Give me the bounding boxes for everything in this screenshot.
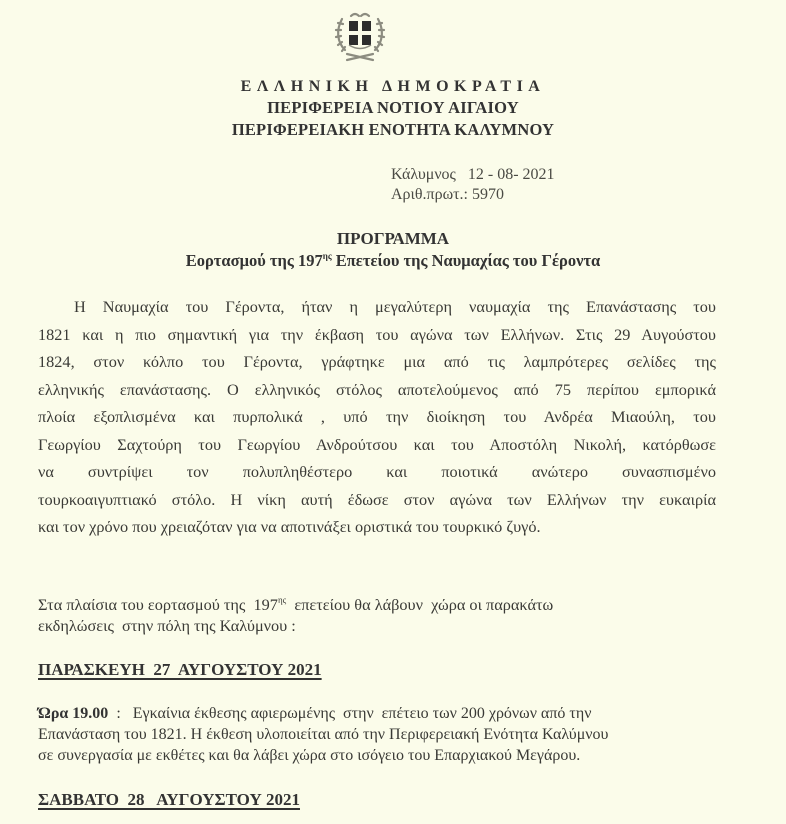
place-date: Κάλυμνος 12 - 08- 2021 xyxy=(391,166,555,183)
document-title: ΠΡΟΓΡΑΜΜΑ xyxy=(336,229,450,248)
paragraph-line: να συντρίψει τον πολυπληθέστερο και ποιοτικά ανώτερο συνασπισμένο xyxy=(38,462,716,481)
protocol-number: Αριθ.πρωτ.: 5970 xyxy=(391,186,504,203)
day-heading-saturday: ΣΑΒΒΑΤΟ 28 ΑΥΓΟΥΣΤΟΥ 2021 xyxy=(38,790,300,809)
event-text: Εγκαίνια έκθεσης αφιερωμένης στην επέτειο των 200 χρόνων από την xyxy=(132,705,592,722)
event-entry xyxy=(38,703,718,766)
day-heading-friday: ΠΑΡΑΣΚΕΥΗ 27 ΑΥΓΟΥΣΤΟΥ 2021 xyxy=(38,660,322,679)
paragraph-line: 1821 και η πιο σημαντική για την έκβαση του αγώνα των Ελλήνων. Στις 29 Αυγούστου xyxy=(38,324,716,344)
header-regional-unit: ΠΕΡΙΦΕΡΕΙΑΚΗ ΕΝΟΤΗΤΑ ΚΑΛΥΜΝΟΥ xyxy=(231,120,555,139)
intro-line: εκδηλώσεις στην πόλη της Καλύμνου : xyxy=(38,616,296,635)
paragraph-line: και τον χρόνο που χρειαζόταν για να αποτινάξει οριστικά του τουρκικό ζυγό. xyxy=(38,517,541,536)
subtitle-text: Εορτασμού της 197 xyxy=(185,251,323,270)
events-intro xyxy=(38,594,718,636)
header-region: ΠΕΡΙΦΕΡΕΙΑ ΝΟΤΙΟΥ ΑΙΓΑΙΟΥ xyxy=(267,98,519,117)
paragraph-line: Γεωργίου Σαχτούρη του Γεωργίου Ανδρούτσου και του Αποστόλη Νικολή, κατόρθωσε xyxy=(38,434,716,454)
paragraph-line: Η Ναυμαχία του Γέροντα, ήταν η μεγαλύτερη ναυμαχία της Επανάστασης του xyxy=(74,297,716,316)
paragraph-line: τουρκοαιγυπτιακό στόλο. Η νίκη αυτή έδωσε στον αγώνα των Ελλήνων την ευκαιρία xyxy=(38,489,716,509)
history-paragraph xyxy=(38,293,716,541)
paragraph-line: πλοία εξοπλισμένα και πυρπολικά , υπό την διοίκηση του Ανδρέα Μιαούλη, του xyxy=(38,407,716,426)
subtitle-text-rest: Επετείου της Ναυμαχίας του Γέροντα xyxy=(331,251,601,270)
greek-coat-of-arms-icon xyxy=(333,10,387,62)
header-republic: ΕΛΛΗΝΙΚΗ ΔΗΜΟΚΡΑΤΙΑ xyxy=(240,78,546,95)
event-line: σε συνεργασία με εκθέτες και θα λάβει χώρα στο ισόγειο του Επαρχιακού Μεγάρου. xyxy=(38,747,581,764)
event-line xyxy=(38,703,718,724)
event-time: Ώρα 19.00 xyxy=(38,705,109,722)
intro-text-rest: επετείου θα λάβουν χώρα οι παρακάτω xyxy=(286,595,554,614)
intro-line xyxy=(38,594,718,615)
event-separator: : xyxy=(108,705,133,722)
paragraph-line: 1824, στον κόλπο του Γέροντα, γράφτηκε μια από τις λαμπρότερες σελίδες της xyxy=(38,352,716,371)
intro-text: Στα πλαίσια του εορτασμού της 197 xyxy=(38,595,278,614)
intro-ordinal: ης xyxy=(277,595,287,605)
document-subtitle xyxy=(0,251,786,271)
subtitle-ordinal: ης xyxy=(322,251,332,261)
event-line: Επανάσταση του 1821. Η έκθεση υλοποιείται από την Περιφερειακή Ενότητα Καλύμνου xyxy=(38,726,609,743)
paragraph-line: ελληνικής επανάστασης. Ο ελληνικός στόλος αποτελούμενος από 75 περίπου εμπορικά xyxy=(38,379,716,399)
